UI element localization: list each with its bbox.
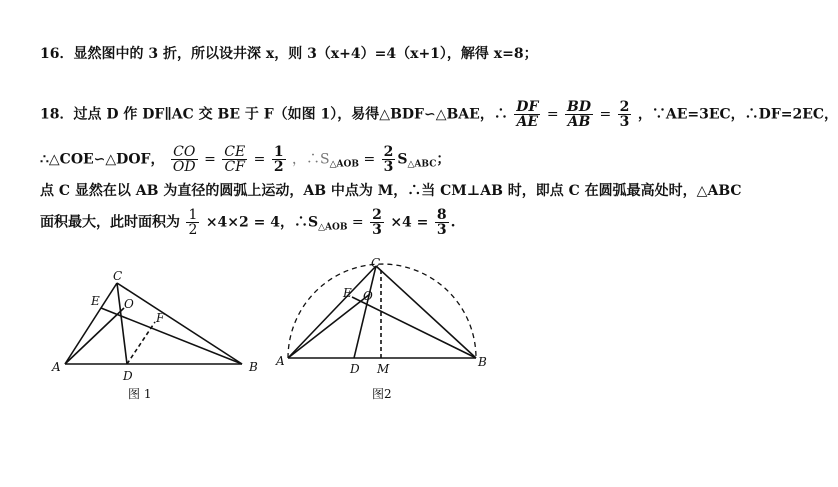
segment-be <box>101 308 242 364</box>
subscript-abc: △ABC <box>407 159 437 170</box>
line4-text-b: ×4×2 = 4，∴S <box>205 214 319 231</box>
label-o-fig1: O <box>124 297 134 311</box>
segment-cd <box>117 283 127 364</box>
label-b-fig1: B <box>249 360 258 374</box>
line2-text-d: ； <box>436 151 451 168</box>
fraction-2-3c: $\frac{2}{3}$ <box>372 207 382 238</box>
segment-ac <box>288 266 376 358</box>
equals-sign: = <box>253 151 266 168</box>
area-s: S <box>397 151 408 168</box>
subscript-aob-2: △AOB <box>318 222 348 233</box>
line2-text-a: ∴△COE∽△DOF， <box>40 151 165 168</box>
label-e-fig2: E <box>343 286 352 300</box>
fraction-1-2: $\frac{1}{2}$ <box>273 144 284 175</box>
equals-sign: = <box>599 106 612 123</box>
label-m-fig2: M <box>377 362 390 376</box>
label-b-fig2: B <box>478 355 487 369</box>
fraction-bd-ab: $\frac{BD}{AB}$ <box>567 99 592 130</box>
segment-cd <box>354 266 376 358</box>
fraction-df-ae: $\frac{DF}{AE}$ <box>516 99 539 130</box>
label-d-fig2: D <box>350 362 360 376</box>
label-o-fig2: O <box>363 289 373 303</box>
line2-text-b: ，∴S <box>292 151 330 168</box>
segment-be <box>352 297 476 358</box>
segment-ao <box>65 308 124 364</box>
label-c-fig1: C <box>113 269 123 283</box>
segment-df-dashed <box>127 322 155 364</box>
subscript-aob: △AOB <box>329 159 359 170</box>
solution-16-text: 16．显然图中的 3 折，所以设井深 x，则 3（x+4）=4（x+1），解得 x=8； <box>40 46 538 62</box>
line1-text-a: 过点 D 作 DF∥AC 交 BE 于 F（如图 1），易得△BDF∽△BAE，∴ <box>73 106 508 123</box>
label-c-fig2: C <box>371 256 381 270</box>
fraction-ce-cf: $\frac{CE}{CF}$ <box>224 144 246 175</box>
line4-text-c: ×4 = <box>390 214 429 231</box>
segment-cb <box>376 266 476 358</box>
fraction-1-2b: $\frac{1}{2}$ <box>188 207 198 238</box>
label-f-fig1: F <box>156 311 165 325</box>
fraction-8-3: $\frac{8}{3}$ <box>436 207 447 238</box>
label-d-fig1: D <box>123 369 133 383</box>
fraction-2-3: $\frac{2}{3}$ <box>619 99 630 130</box>
label-a-fig1: A <box>52 360 61 374</box>
figure-2-caption: 图2 <box>372 387 392 401</box>
label-a-fig2: A <box>276 354 285 368</box>
fraction-co-od: $\frac{CO}{OD}$ <box>172 144 196 175</box>
solution-18-line-3: 点 C 显然在以 AB 为直径的圆弧上运动，AB 中点为 M，∴当 CM⊥AB 时，即点 C 在圆弧最高处时，△ABC <box>40 183 742 199</box>
equals-sign: = <box>546 106 559 123</box>
solution-18-number: 18． <box>40 106 74 123</box>
figure-2 <box>288 264 476 358</box>
equals-sign: = <box>204 151 216 168</box>
line1-text-b: ，∵AE=3EC，∴DF=2EC， <box>637 106 838 123</box>
fraction-2-3b: $\frac{2}{3}$ <box>383 144 394 175</box>
equals-sign: = <box>351 214 364 231</box>
line4-text-d: . <box>450 214 456 231</box>
equals-sign: = <box>363 151 376 168</box>
figure-1-caption: 图 1 <box>128 387 152 401</box>
label-e-fig1: E <box>91 294 100 308</box>
segment-ao <box>288 294 370 358</box>
figure-1-labels <box>51 269 258 401</box>
line4-text-a: 面积最大，此时面积为 <box>40 214 180 231</box>
